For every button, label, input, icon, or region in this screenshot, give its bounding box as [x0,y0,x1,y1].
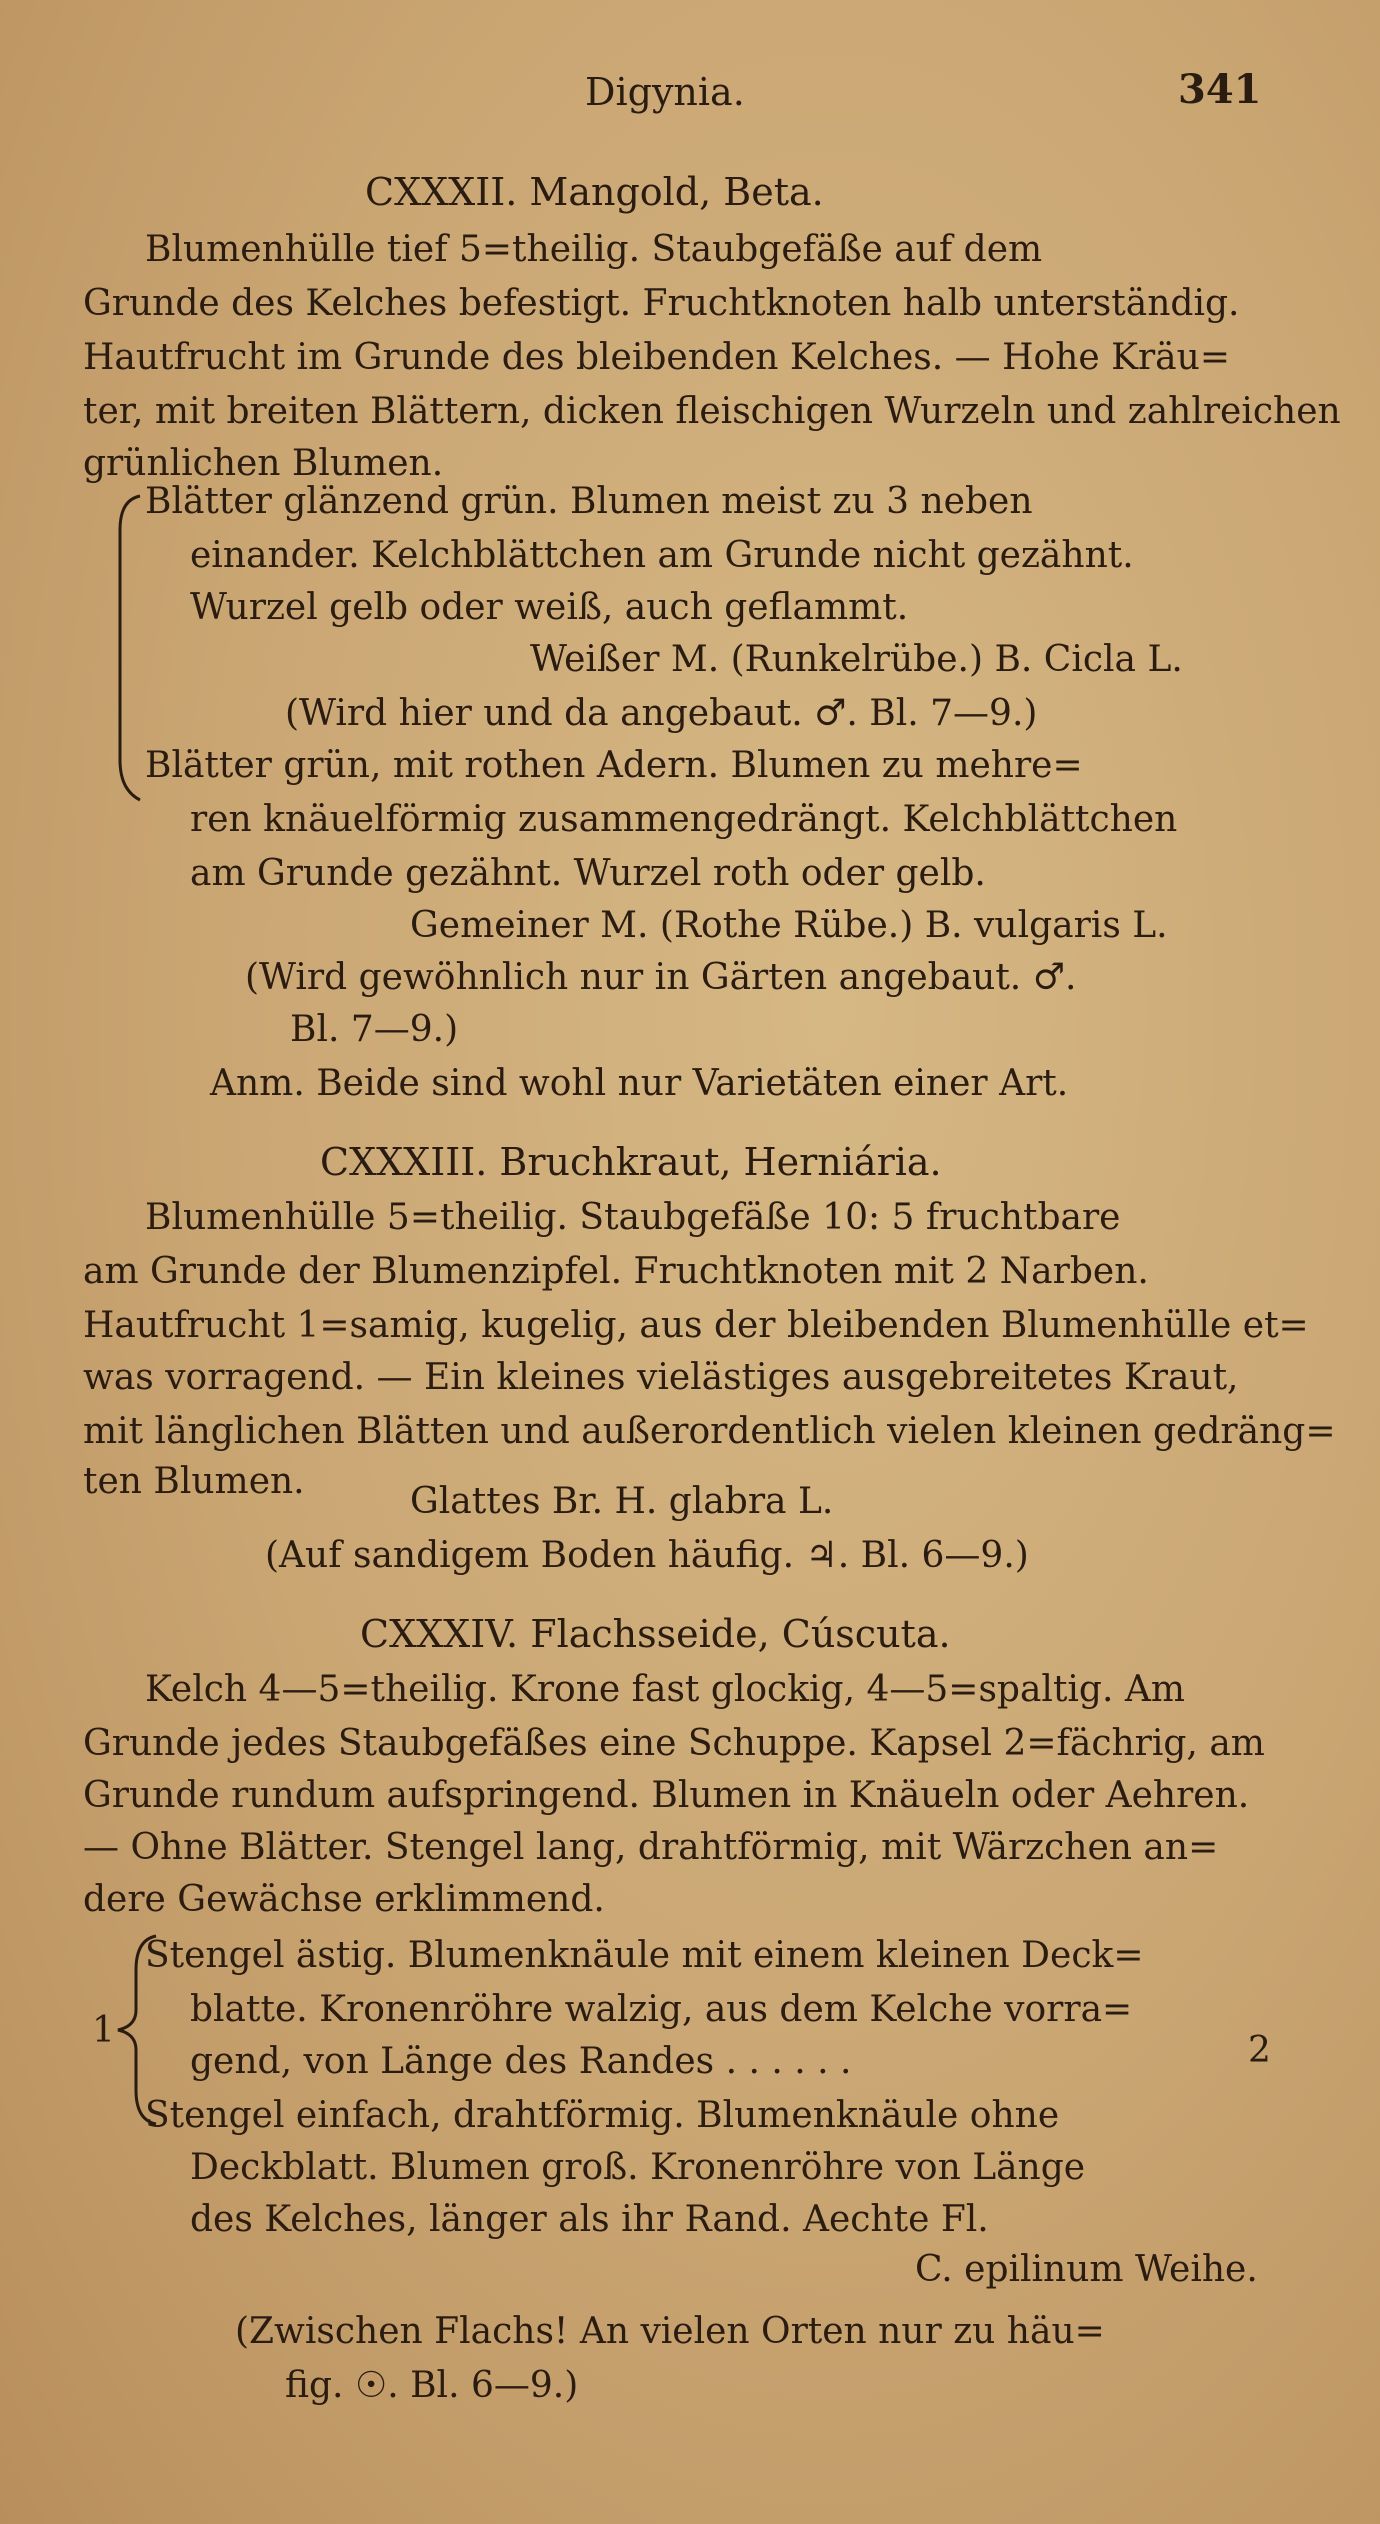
key-line: blatte. Kronenröhre walzig, aus dem Kelche vorra= [190,1989,1133,2030]
text-line: ter, mit breiten Blättern, dicken fleischigen Wurzeln und zahlreichen [83,391,1341,432]
key-line: Stengel einfach, drahtförmig. Blumenknäule ohne [145,2095,1060,2136]
species-note: (Wird hier und da angebaut. ♂. Bl. 7—9.) [285,693,1038,734]
key-line: am Grunde gezähnt. Wurzel roth oder gelb. [190,853,986,894]
text-line: ten Blumen. [83,1461,305,1502]
text-line: Grunde des Kelches befestigt. Fruchtknoten halb unterständig. [83,283,1240,324]
key-line: ren knäuelförmig zusammengedrängt. Kelchblättchen [190,799,1178,840]
text-line: Hautfrucht 1=samig, kugelig, aus der bleibenden Blumenhülle et= [83,1305,1309,1346]
text-line: mit länglichen Blätten und außerordentlich vielen kleinen gedräng= [83,1411,1336,1452]
text-line: Hautfrucht im Grunde des bleibenden Kelches. — Hohe Kräu= [83,337,1230,378]
key-line: Stengel ästig. Blumenknäule mit einem kleinen Deck= [145,1935,1144,1976]
text-line: Grunde jedes Staubgefäßes eine Schuppe. Kapsel 2=fächrig, am [83,1723,1265,1764]
annotation: Anm. Beide sind wohl nur Varietäten einer Art. [210,1063,1069,1104]
species-name: Gemeiner M. (Rothe Rübe.) B. vulgaris L. [410,905,1168,946]
key-lead-number: 1 [92,2010,115,2051]
species-note: fig. ☉. Bl. 6—9.) [285,2365,579,2406]
section-heading-cuscuta: CXXXIV. Flachsseide, Cúscuta. [360,1612,951,1656]
key-line: Blätter grün, mit rothen Adern. Blumen zu mehre= [145,745,1083,786]
species-name: C. epilinum Weihe. [915,2249,1258,2290]
species-name: Weißer M. (Runkelrübe.) B. Cicla L. [530,639,1183,680]
key-line: des Kelches, länger als ihr Rand. Aechte Fl. [190,2199,989,2240]
section-heading-herniaria: CXXXIII. Bruchkraut, Herniária. [320,1140,942,1184]
species-note: (Auf sandigem Boden häufig. ♃. Bl. 6—9.) [265,1535,1029,1576]
key-line: Blätter glänzend grün. Blumen meist zu 3 neben [145,481,1033,522]
species-name: Glattes Br. H. glabra L. [410,1481,834,1522]
text-line: — Ohne Blätter. Stengel lang, drahtförmig, mit Wärzchen an= [83,1827,1219,1868]
key-line: gend, von Länge des Randes . . . . . . [190,2041,852,2082]
text-line: Grunde rundum aufspringend. Blumen in Knäueln oder Aehren. [83,1775,1250,1816]
key-line: Deckblatt. Blumen groß. Kronenröhre von Länge [190,2147,1086,2188]
section-heading-beta: CXXXII. Mangold, Beta. [365,170,824,214]
species-note: (Zwischen Flachs! An vielen Orten nur zu häu= [235,2311,1105,2352]
key-target-number: 2 [1248,2030,1271,2071]
text-line: dere Gewächse erklimmend. [83,1879,605,1920]
text-line: Kelch 4—5=theilig. Krone fast glockig, 4—5=spaltig. Am [145,1669,1185,1710]
text-line: Blumenhülle 5=theilig. Staubgefäße 10: 5 fruchtbare [145,1197,1121,1238]
text-line: was vorragend. — Ein kleines vielästiges ausgebreitetes Kraut, [83,1357,1239,1398]
running-title: Digynia. [585,70,745,114]
species-note: (Wird gewöhnlich nur in Gärten angebaut. ♂. [245,957,1077,998]
key-line: einander. Kelchblättchen am Grunde nicht gezähnt. [190,535,1134,576]
key-line: Wurzel gelb oder weiß, auch geflammt. [190,587,909,628]
text-line: am Grunde der Blumenzipfel. Fruchtknoten mit 2 Narben. [83,1251,1149,1292]
page-number: 341 [1178,66,1262,113]
species-note: Bl. 7—9.) [290,1009,459,1050]
text-line: Blumenhülle tief 5=theilig. Staubgefäße auf dem [145,229,1043,270]
key-brace [106,490,146,810]
text-line: grünlichen Blumen. [83,443,444,484]
